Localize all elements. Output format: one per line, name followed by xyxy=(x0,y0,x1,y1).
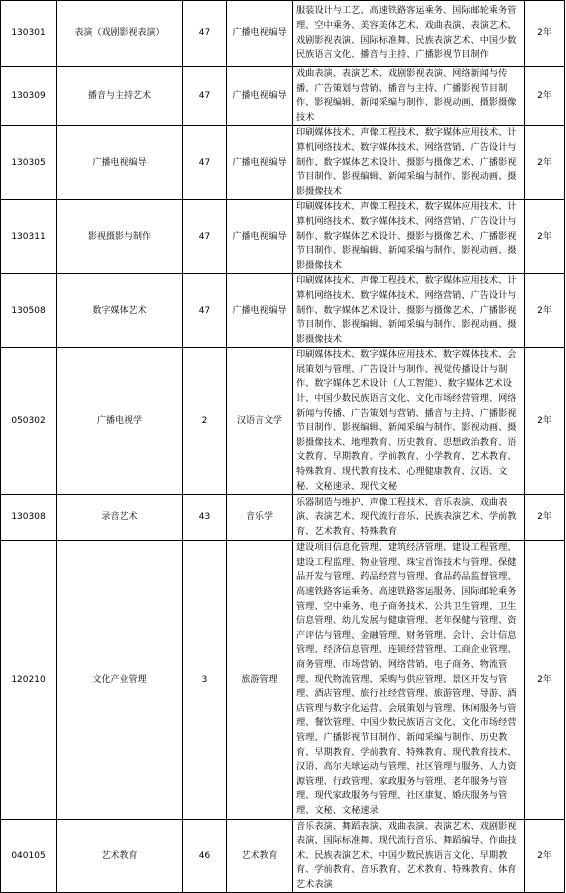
exam-category: 艺术教育 xyxy=(227,819,293,893)
category-number: 46 xyxy=(183,819,227,893)
eligible-majors: 乐器制造与维护、声像工程技术、音乐表演、戏曲表演、表演艺术、现代流行音乐、民族表演艺术、学前教育、艺术教育、特殊教育 xyxy=(293,495,525,541)
table-row xyxy=(1,274,565,348)
major-name: 艺术教育 xyxy=(57,819,183,893)
table-row xyxy=(1,126,565,200)
category-number: 47 xyxy=(183,67,227,126)
eligible-majors: 印刷媒体技术、声像工程技术、数字媒体应用技术、计算机网络技术、数字媒体技术、网络营销、广告设计与制作、数字媒体艺术设计、摄影与摄像艺术、广播影视节目制作、影视编辑、新闻采编与制作、影视动画、摄影摄像技术 xyxy=(293,274,525,348)
exam-category: 广播电视编导 xyxy=(227,67,293,126)
table-row xyxy=(1,1,565,67)
major-name: 录音艺术 xyxy=(57,495,183,541)
category-number: 3 xyxy=(183,541,227,819)
major-code: 130508 xyxy=(1,274,57,348)
category-number: 47 xyxy=(183,126,227,200)
study-years: 2年 xyxy=(525,200,565,274)
major-name: 播音与主持艺术 xyxy=(57,67,183,126)
table-row xyxy=(1,200,565,274)
category-number: 47 xyxy=(183,274,227,348)
major-code: 130311 xyxy=(1,200,57,274)
study-years: 2年 xyxy=(525,541,565,819)
exam-category: 音乐学 xyxy=(227,495,293,541)
eligible-majors: 音乐表演、舞蹈表演、戏曲表演、表演艺术、戏剧影视表演、国际标准舞、现代流行音乐、舞蹈编导、作曲技术、民族表演艺术、中国少数民族语言文化、早期教育、学前教育、音乐教育、艺术教育、特殊教育、体育艺术表演 xyxy=(293,819,525,893)
table-row xyxy=(1,495,565,541)
table-row xyxy=(1,67,565,126)
table-row xyxy=(1,541,565,819)
eligible-majors: 戏曲表演、表演艺术、戏剧影视表演、网络新闻与传播、广告策划与营销、播音与主持、广播影视节目制作、影视编辑、新闻采编与制作、影视动画、摄影摄像技术 xyxy=(293,67,525,126)
study-years: 2年 xyxy=(525,274,565,348)
exam-category: 旅游管理 xyxy=(227,541,293,819)
exam-category: 广播电视编导 xyxy=(227,200,293,274)
major-name: 文化产业管理 xyxy=(57,541,183,819)
eligible-majors: 服装设计与工艺、高速铁路客运乘务、国际邮轮乘务管理、空中乘务、美容美体艺术、戏曲表演、表演艺术、戏剧影视表演、国际标准舞、民族表演艺术、中国少数民族语言文化、播音与主持、广播影视节目制作 xyxy=(293,1,525,67)
major-name: 表演（戏剧影视表演） xyxy=(57,1,183,67)
category-number: 43 xyxy=(183,495,227,541)
major-code: 130308 xyxy=(1,495,57,541)
eligible-majors: 印刷媒体技术、声像工程技术、数字媒体应用技术、计算机网络技术、数字媒体技术、网络营销、广告设计与制作、数字媒体艺术设计、摄影与摄像艺术、广播影视节目制作、影视编辑、新闻采编与制作、影视动画、摄影摄像技术 xyxy=(293,200,525,274)
eligible-majors: 建设项目信息化管理、建筑经济管理、建设工程管理、建设工程监理、物业管理、珠宝首饰技术与管理、保健品开发与管理、药品经营与管理、食品药品监督管理、高速铁路客运乘务、高速铁路客运服务、国际邮轮乘务管理、空中乘务、电子商务技术、公共卫生管理、卫生信息管理、幼儿发展与健康管理、老年保健与管理、资产评估与管理、金融管理、财务管理、会计、会计信息管理、经济信息管理、连锁经营管理、工商企业管理、商务管理、市场营销、网络营销、电子商务、物流管理、现代物流管理、采购与供应管理、景区开发与管理、酒店管理、旅行社经营管理、旅游管理、导游、酒店管理与数字化运营、会展策划与管理、休闲服务与管理、餐饮管理、中国少数民族语言文化、文化市场经营管理、广播影视节目制作、新闻采编与制作、历史教育、早期教育、学前教育、特殊教育、现代教育技术、汉语、高尔夫球运动与管理、社区管理与服务、人力资源管理、行政管理、家政服务与管理、老年服务与管理、现代家政服务与管理、社区康复、婚庆服务与管理、文秘、文秘速录 xyxy=(293,541,525,819)
major-name: 广播电视编导 xyxy=(57,126,183,200)
major-code: 130309 xyxy=(1,67,57,126)
study-years: 2年 xyxy=(525,67,565,126)
study-years: 2年 xyxy=(525,1,565,67)
major-code: 130301 xyxy=(1,1,57,67)
study-years: 2年 xyxy=(525,495,565,541)
eligible-majors: 印刷媒体技术、数字媒体应用技术、数字媒体技术、会展策划与管理、广告设计与制作、视觉传播设计与制作、数字媒体艺术设计（人工智能）、数字媒体艺术设计、中国少数民族语言文化、文化市场经营管理、网络新闻与传播、广告策划与营销、播音与主持、广播影视节目制作、影视编辑、新闻采编与制作、影视动画、摄影摄像技术、地理教育、历史教育、思想政治教育、语文教育、早期教育、学前教育、小学教育、艺术教育、特殊教育、现代教育技术、心理健康教育、汉语、文秘、文秘速录、现代文秘 xyxy=(293,348,525,495)
exam-category: 广播电视编导 xyxy=(227,274,293,348)
study-years: 2年 xyxy=(525,348,565,495)
major-name: 广播电视学 xyxy=(57,348,183,495)
exam-category: 广播电视编导 xyxy=(227,1,293,67)
table-row xyxy=(1,348,565,495)
exam-category: 汉语言文学 xyxy=(227,348,293,495)
major-code: 130305 xyxy=(1,126,57,200)
study-years: 2年 xyxy=(525,819,565,893)
eligible-majors: 印刷媒体技术、声像工程技术、数字媒体应用技术、计算机网络技术、数字媒体技术、网络营销、广告设计与制作、数字媒体艺术设计、摄影与摄像艺术、广播影视节目制作、影视编辑、新闻采编与制作、影视动画、摄影摄像技术 xyxy=(293,126,525,200)
major-code: 040105 xyxy=(1,819,57,893)
exam-category: 广播电视编导 xyxy=(227,126,293,200)
major-code: 050302 xyxy=(1,348,57,495)
category-number: 47 xyxy=(183,1,227,67)
table-row xyxy=(1,819,565,893)
major-name: 影视摄影与制作 xyxy=(57,200,183,274)
major-name: 数字媒体艺术 xyxy=(57,274,183,348)
category-number: 2 xyxy=(183,348,227,495)
study-years: 2年 xyxy=(525,126,565,200)
major-code: 120210 xyxy=(1,541,57,819)
category-number: 47 xyxy=(183,200,227,274)
